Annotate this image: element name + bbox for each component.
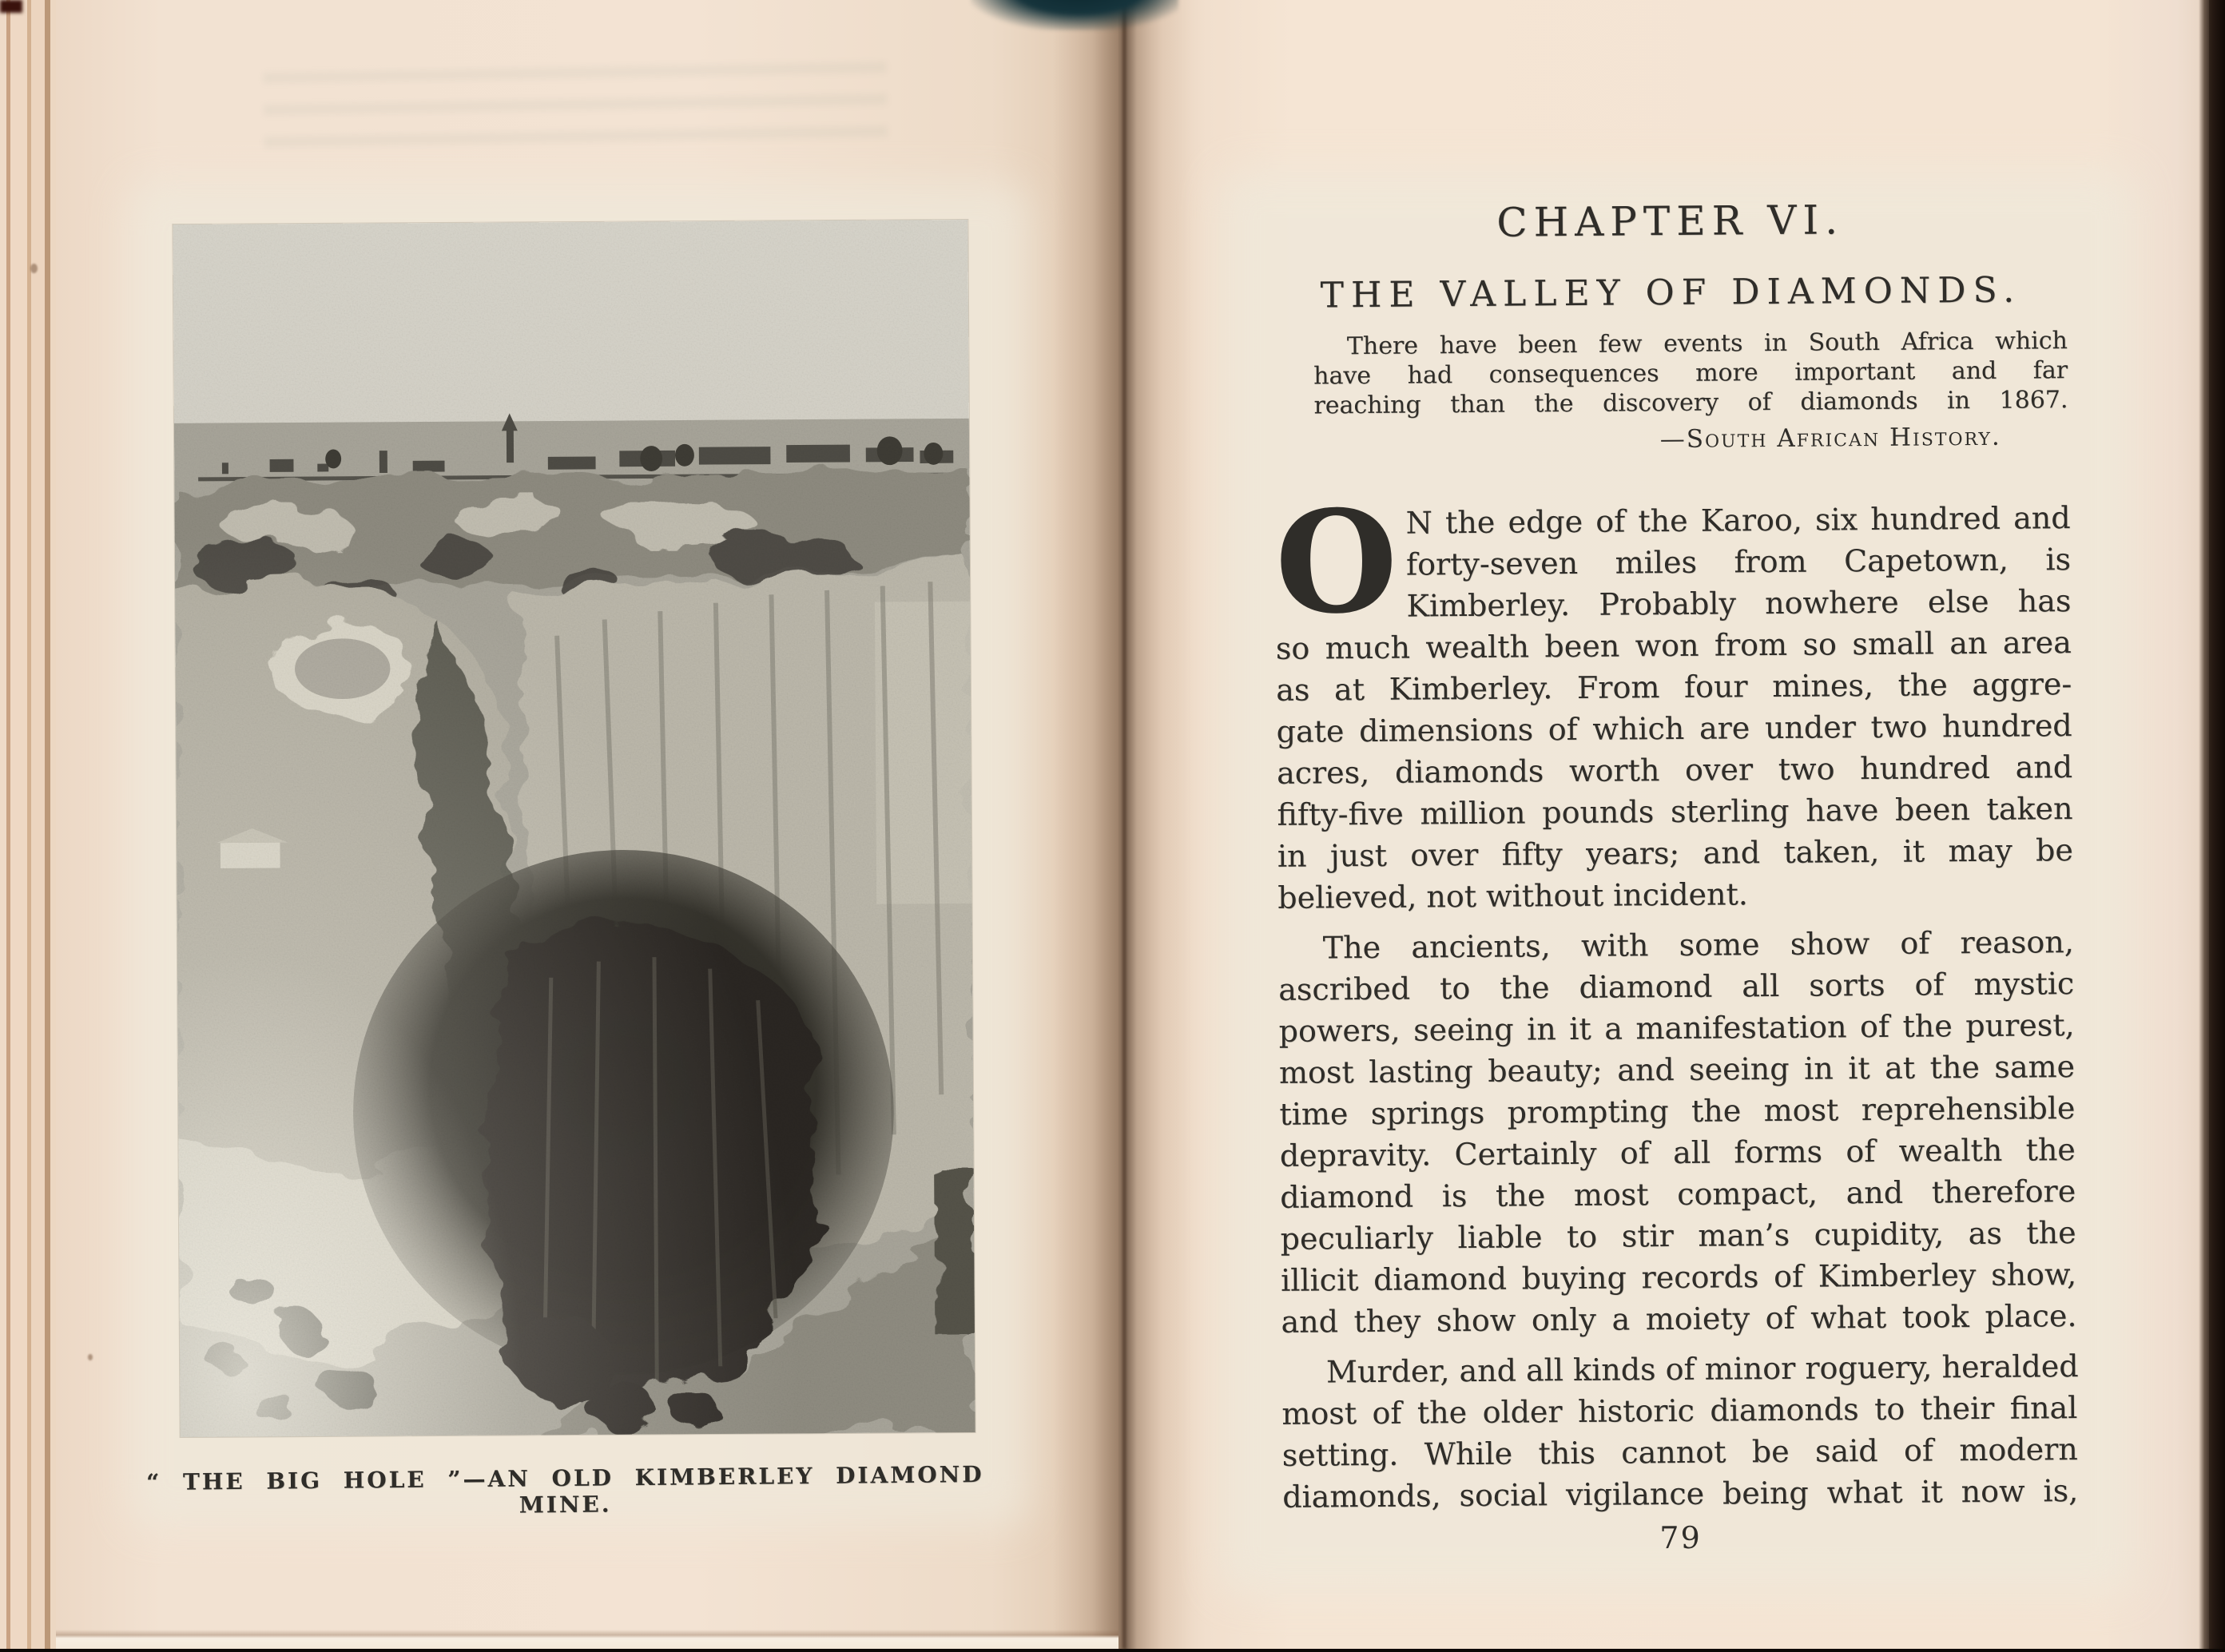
big-hole-photograph	[173, 220, 975, 1437]
text-line: as at Kimberley. From four mines, the aggre-	[1276, 666, 2072, 708]
epigraph	[1313, 326, 2068, 420]
text-line: most lasting beauty; and seeing in it at the same	[1278, 1049, 2076, 1090]
chapter-heading: CHAPTER VI.	[1496, 197, 1845, 246]
text-line: illicit diamond buying records of Kimberley show,	[1280, 1257, 2077, 1298]
drop-cap: O	[1274, 479, 1399, 645]
text-line: have had consequences more important and far	[1313, 356, 2068, 391]
epigraph-attribution-text: —South African History.	[1659, 422, 2001, 455]
paragraph-2	[1278, 921, 2077, 1343]
text-line: diamond is the most compact, and therefore	[1280, 1173, 2076, 1215]
text-line: forty-seven miles from Capetown, is	[1405, 542, 2072, 582]
page-bottom-edge	[56, 1630, 1118, 1649]
page-number: 79	[1659, 1519, 1702, 1556]
text-line: fifty-five million pounds sterling have been taken	[1277, 791, 2073, 832]
text-line: most of the older historic diamonds to their final	[1281, 1390, 2078, 1432]
photo-caption: “ THE BIG HOLE ”—AN OLD KIMBERLEY DIAMOND MINE.	[146, 1460, 984, 1519]
text-line: Kimberley. Probably nowhere else has	[1406, 583, 2072, 624]
big-hole-photo-illustration	[173, 220, 975, 1437]
text-line: so much wealth been won from so small an area	[1275, 625, 2072, 666]
text-line: setting. While this cannot be said of modern	[1281, 1432, 2078, 1473]
scan-corner-blemish	[0, 0, 22, 13]
text-line: acres, diamonds worth over two hundred and	[1276, 749, 2073, 791]
paper-speck	[30, 264, 38, 273]
text-line: believed, not without incident.	[1277, 876, 1749, 915]
text-line: depravity. Certainly of all forms of wealth the	[1279, 1132, 2076, 1173]
text-line: N the edge of the Karoo, six hundred and	[1405, 500, 2071, 541]
text-line: time springs prompting the most reprehensible	[1279, 1090, 2076, 1132]
text-line: The ancients, with some show of reason,	[1322, 924, 2074, 966]
epigraph-attribution	[1314, 422, 2068, 456]
text-line: powers, seeing in it a manifestation of the purest,	[1278, 1007, 2075, 1049]
paper-speck	[88, 1354, 93, 1360]
text-line: peculiarly liable to stir man’s cupidity, as the	[1280, 1215, 2076, 1257]
page-edge-stack	[0, 0, 56, 1649]
show-through-ghost-text	[263, 62, 888, 161]
text-line: Murder, and all kinds of minor roguery, heralded	[1325, 1348, 2079, 1390]
text-line: ascribed to the diamond all sorts of mystic	[1278, 966, 2075, 1007]
chapter-title: THE VALLEY OF DIAMONDS.	[1320, 269, 2022, 316]
gutter-line	[1122, 0, 1126, 1649]
text-line: There have been few events in South Africa which	[1346, 327, 2068, 361]
paragraph-3	[1281, 1345, 2079, 1518]
body-text	[1274, 479, 2079, 1527]
text-line: reaching than the discovery of diamonds in 1867.	[1313, 386, 2068, 420]
book-right-edge	[2199, 0, 2225, 1649]
text-line: in just over fifty years; and taken, it may be	[1277, 832, 2074, 874]
text-line: diamonds, social vigilance being what it now is,	[1282, 1473, 2079, 1515]
text-line: gate dimensions of which are under two hundred	[1276, 708, 2072, 749]
right-page-text-block	[1271, 0, 2080, 1652]
paragraph-1	[1274, 479, 2074, 919]
text-line: and they show only a moiety of what took place.	[1281, 1298, 2077, 1340]
